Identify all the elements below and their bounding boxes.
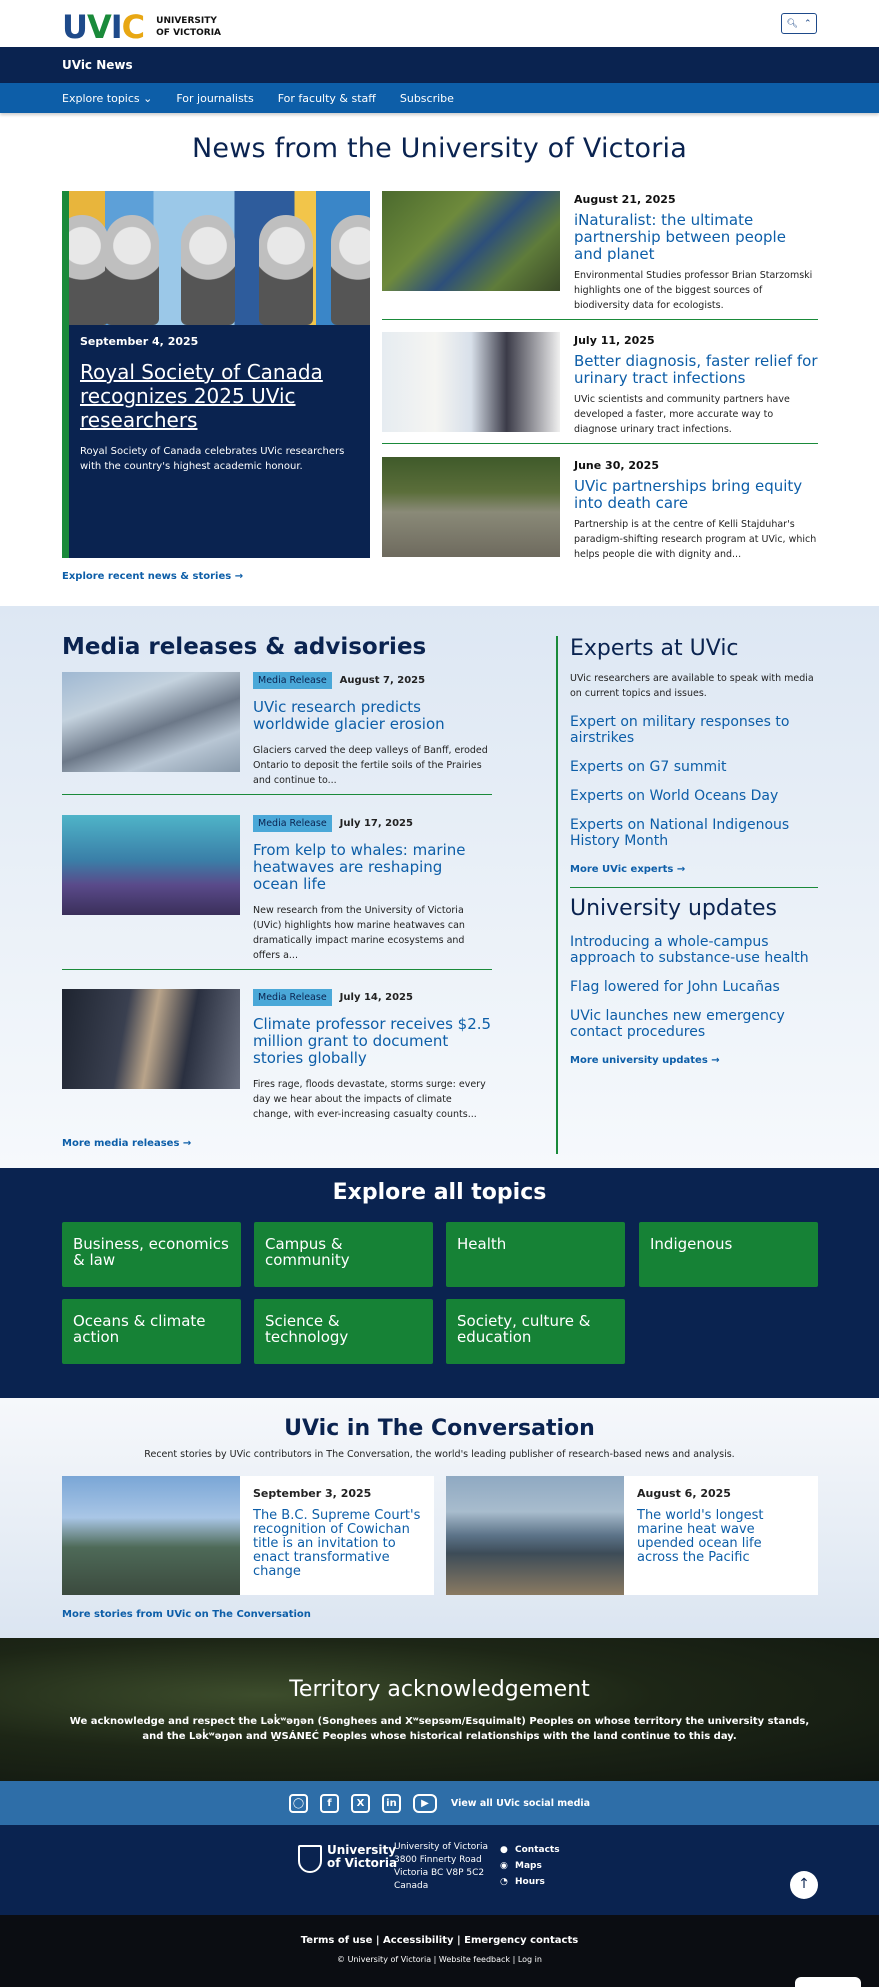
logo-subtext — [156, 15, 221, 39]
media-release[interactable] — [62, 815, 492, 970]
instagram-icon[interactable]: ◯ — [289, 1794, 308, 1813]
terms-link[interactable]: Terms of use — [300, 1935, 373, 1946]
featured-date: September 4, 2025 — [80, 335, 199, 348]
topic-business[interactable]: Business, economics & law — [62, 1222, 241, 1287]
linkedin-icon[interactable]: in — [382, 1794, 401, 1813]
conversation-title: UVic in The Conversation — [284, 1416, 595, 1441]
release-image — [62, 989, 240, 1089]
release-date: July 17, 2025 — [339, 818, 413, 829]
experts-sidebar — [556, 636, 818, 1154]
territory-text: We acknowledge and respect the Lək̓ʷəŋən (Songhees and Xʷsepsəm/Esquimalt) Peoples on whose territory the university stands, and the Lək̓ʷəŋən and W̱SÁNEĆ Peoples whose historical relationships with the land continue to this day. — [69, 1716, 810, 1742]
media-title: Media releases & advisories — [62, 634, 427, 660]
conversation-image — [62, 1476, 240, 1595]
topic-oceans[interactable]: Oceans & climate action — [62, 1299, 241, 1364]
arrow-up-icon: ↑ — [798, 1876, 810, 1892]
address-line: Canada — [394, 1881, 429, 1891]
media-release-badge: Media Release — [253, 672, 332, 689]
maps-link[interactable]: Maps — [515, 1861, 542, 1871]
chevron-up-icon: ⌃ — [803, 18, 812, 29]
youtube-icon[interactable]: ▶ — [413, 1794, 437, 1813]
side-story-title[interactable]: UVic partnerships bring equity into death care — [574, 477, 803, 512]
side-story-desc: Partnership is at the centre of Kelli Stajduhar's paradigm-shifting research program at UVic, which helps people die with dignity and... — [574, 519, 817, 560]
update-link[interactable]: Flag lowered for John Lucañas — [570, 979, 780, 995]
site-header — [0, 0, 879, 47]
side-story-date: June 30, 2025 — [574, 459, 659, 472]
logo-wordmark: UVIC — [62, 8, 145, 46]
conversation-date: August 6, 2025 — [637, 1487, 731, 1500]
footer-quick-links — [500, 1842, 560, 1890]
address-line: 3800 Finnerty Road — [394, 1855, 482, 1865]
media-release-badge: Media Release — [253, 815, 332, 832]
territory-title: Territory acknowledgement — [289, 1677, 590, 1702]
footer-wordmark-line2: of Victoria — [327, 1856, 398, 1870]
more-updates-link[interactable]: More university updates → — [570, 1055, 720, 1066]
uvic-crest-logo — [298, 1845, 322, 1873]
release-desc: Fires rage, floods devastate, storms surge: every day we hear about the impacts of climate change, with ever-increasing casualty counts... — [253, 1079, 486, 1120]
experts-title: Experts at UVic — [570, 636, 739, 661]
release-image — [62, 672, 240, 772]
conversation-subtitle: Recent stories by UVic contributors in The Conversation, the world's leading publisher of research-based news and analysis. — [144, 1449, 735, 1460]
side-story[interactable] — [382, 191, 818, 320]
social-bar — [0, 1781, 879, 1825]
side-story[interactable] — [382, 457, 818, 568]
media-release[interactable] — [62, 672, 492, 795]
nav-explore-topics[interactable] — [62, 92, 152, 105]
expert-link[interactable]: Experts on World Oceans Day — [570, 788, 779, 804]
conversation-section — [0, 1398, 879, 1638]
expert-link[interactable]: Experts on National Indigenous History Month — [570, 817, 790, 849]
more-media-link[interactable]: More media releases → — [62, 1138, 192, 1149]
feedback-tab[interactable] — [795, 1977, 861, 1987]
nav-explore-topics-label: Explore topics — [62, 91, 140, 105]
clock-icon: ◔ — [500, 1877, 508, 1887]
topic-indigenous[interactable]: Indigenous — [639, 1222, 818, 1287]
topic-science[interactable]: Science & technology — [254, 1299, 433, 1364]
side-story[interactable] — [382, 332, 818, 444]
topic-campus[interactable]: Campus & community — [254, 1222, 433, 1287]
topic-society[interactable]: Society, culture & education — [446, 1299, 625, 1364]
conversation-card-title[interactable]: The world's longest marine heat wave upended ocean life across the Pacific — [637, 1508, 764, 1565]
conversation-more-link[interactable]: More stories from UVic on The Conversation — [62, 1609, 311, 1620]
contacts-link[interactable]: Contacts — [515, 1845, 560, 1855]
update-link[interactable]: Introducing a whole-campus approach to substance-use health — [570, 934, 809, 966]
address-line: University of Victoria — [394, 1842, 488, 1852]
facebook-icon[interactable]: f — [320, 1794, 339, 1813]
accessibility-link[interactable]: Accessibility — [383, 1935, 454, 1946]
conversation-image — [446, 1476, 624, 1595]
conversation-card[interactable] — [446, 1476, 818, 1595]
release-title[interactable]: UVic research predicts worldwide glacier erosion — [253, 698, 445, 733]
featured-image — [69, 191, 370, 325]
release-date: July 14, 2025 — [339, 992, 413, 1003]
uvic-news-link[interactable]: UVic News — [62, 58, 133, 72]
footer-wordmark-line1: University — [327, 1843, 397, 1857]
logo-sub-line1: UNIVERSITY — [156, 16, 217, 26]
side-story-image — [382, 457, 560, 557]
explore-recent-link[interactable]: Explore recent news & stories → — [62, 571, 244, 582]
main-nav — [0, 83, 879, 113]
release-desc: New research from the University of Victoria (UVic) highlights how marine heatwaves can dramatically impact marine ecosystems and offers a... — [253, 905, 465, 961]
update-link[interactable]: UVic launches new emergency contact procedures — [570, 1008, 785, 1040]
featured-title[interactable]: Royal Society of Canada recognizes 2025 UVic researchers — [80, 360, 323, 432]
nav-for-faculty[interactable]: For faculty & staff — [277, 91, 376, 105]
conversation-card-title[interactable]: The B.C. Supreme Court's recognition of Cowichan title is an invitation to enact transformative change — [253, 1508, 421, 1579]
more-experts-link[interactable]: More UVic experts → — [570, 864, 686, 875]
featured-description: Royal Society of Canada celebrates UVic researchers with the country's highest academic honour. — [80, 446, 345, 472]
side-story-image — [382, 191, 560, 291]
conversation-card[interactable] — [62, 1476, 434, 1595]
side-story-date: July 11, 2025 — [574, 334, 655, 347]
side-story-date: August 21, 2025 — [574, 193, 676, 206]
logo-sub-line2: OF VICTORIA — [156, 28, 222, 38]
emergency-link[interactable]: Emergency contacts — [464, 1935, 579, 1946]
topics-section — [0, 1168, 879, 1398]
x-icon[interactable]: X — [351, 1794, 370, 1813]
divider — [570, 887, 818, 888]
territory-acknowledgement — [0, 1638, 879, 1781]
person-icon: ● — [500, 1845, 508, 1855]
experts-intro: UVic researchers are available to speak with media on current topics and issues. — [570, 673, 814, 699]
side-story-title[interactable]: Better diagnosis, faster relief for urinary tract infections — [574, 352, 818, 387]
map-pin-icon: ◉ — [500, 1861, 508, 1871]
release-title[interactable]: Climate professor receives $2.5 million grant to document stories globally — [253, 1015, 492, 1067]
side-story-image — [382, 332, 560, 432]
nav-subscribe[interactable]: Subscribe — [399, 91, 454, 105]
feedback-link[interactable]: Website feedback — [438, 1955, 511, 1964]
release-image — [62, 815, 240, 915]
expert-link[interactable]: Expert on military responses to airstrikes — [570, 714, 790, 746]
search-toggle-button[interactable] — [781, 13, 817, 34]
footer-wordmark — [327, 1844, 397, 1870]
featured-story[interactable] — [62, 191, 370, 558]
news-bar — [0, 47, 879, 83]
media-section — [0, 606, 879, 1168]
login-link[interactable]: Log in — [517, 1955, 542, 1964]
search-icon: 🔍︎ — [786, 18, 798, 29]
page-title: News from the University of Victoria — [192, 133, 687, 164]
back-to-top-button[interactable] — [790, 1871, 818, 1899]
release-date: August 7, 2025 — [339, 675, 426, 686]
release-title[interactable]: From kelp to whales: marine heatwaves are reshaping ocean life — [253, 841, 466, 893]
topic-health[interactable]: Health — [446, 1222, 625, 1287]
nav-for-journalists[interactable]: For journalists — [176, 91, 254, 105]
footer-address — [394, 1841, 488, 1893]
topics-title: Explore all topics — [332, 1180, 547, 1205]
media-release-badge: Media Release — [253, 989, 332, 1006]
side-story-desc: Environmental Studies professor Brian Starzomski highlights one of the biggest sources of biodiversity data for ecologists. — [574, 270, 813, 311]
chevron-down-icon: ⌄ — [143, 91, 153, 105]
media-release[interactable] — [62, 989, 492, 1128]
footer-bottom: Terms of use | Accessibility | Emergency contacts © University of Victoria | Website feedback | Log in — [0, 1915, 879, 1987]
side-story-desc: UVic scientists and community partners have developed a faster, more accurate way to diagnose urinary tract infections. — [574, 394, 790, 435]
address-line: Victoria BC V8P 5C2 — [394, 1868, 485, 1878]
conversation-date: September 3, 2025 — [253, 1487, 372, 1500]
hours-link[interactable]: Hours — [515, 1877, 545, 1887]
view-all-social-link[interactable]: View all UVic social media — [450, 1797, 591, 1809]
release-desc: Glaciers carved the deep valleys of Banff, eroded Ontario to deposit the fertile soils of the Prairies and continue to... — [253, 745, 488, 786]
copyright: © University of Victoria — [337, 1955, 432, 1964]
expert-link[interactable]: Experts on G7 summit — [570, 759, 727, 775]
side-story-title[interactable]: iNaturalist: the ultimate partnership between people and planet — [574, 211, 786, 263]
footer-main — [0, 1825, 879, 1915]
updates-title: University updates — [570, 896, 777, 921]
uvic-logo[interactable] — [62, 8, 221, 46]
